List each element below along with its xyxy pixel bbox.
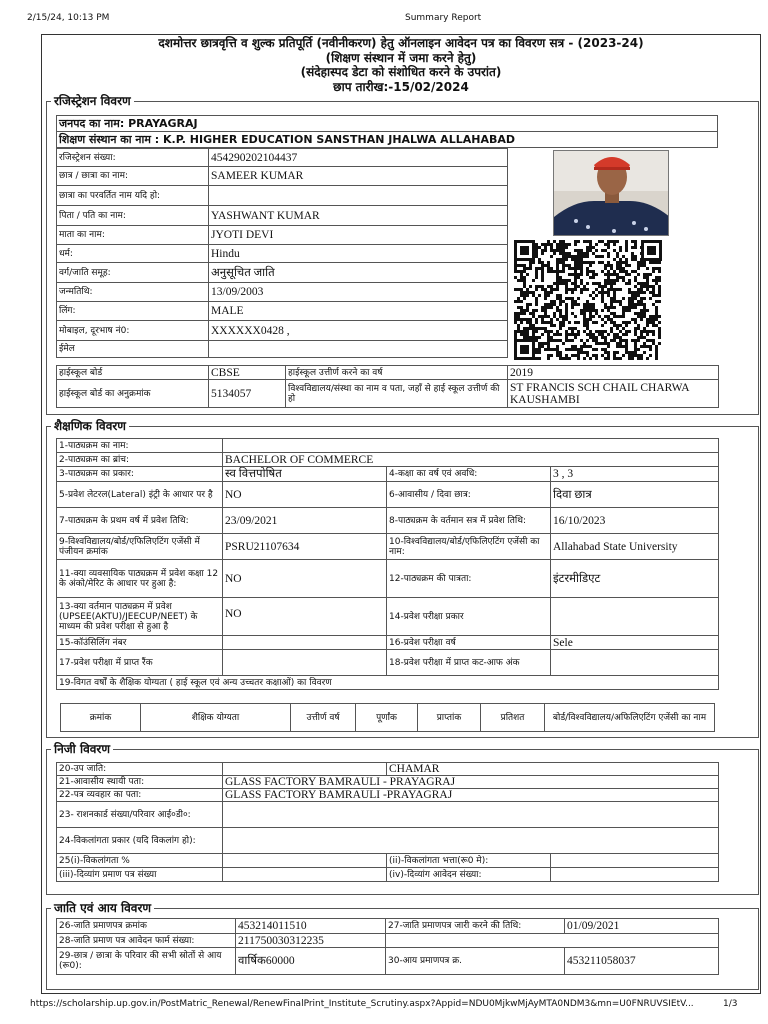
registration-row (57, 245, 508, 263)
eligibility-label: 12-पाठ्यक्रम की पात्रता: (387, 560, 551, 598)
registration-row (57, 167, 508, 186)
registration-field-value: 13/09/2003 (209, 283, 508, 302)
registration-field-value: अनुसूचित जाति (209, 263, 508, 283)
counselling-value (223, 636, 387, 650)
roll-label: हाईस्कूल बोर्ड का अनुक्रमांक (57, 380, 209, 408)
qualification-column-header: क्रमांक (61, 704, 141, 732)
residential-label: 6-आवासीय / दिवा छात्र: (387, 482, 551, 508)
caste-form-no-value: 211750030312235 (236, 934, 386, 948)
title-line-1: दशमोत्तर छात्रवृत्ति व शुल्क प्रतिपूर्ति (नवीनीकरण) हेतु ऑनलाइन आवेदन पत्र का विवरण सत्र - (2023-24) (158, 36, 644, 50)
registration-field-value: XXXXXX0428 , (209, 321, 508, 341)
registration-field-value: MALE (209, 302, 508, 321)
qualification-column-header: पूर्णांक (356, 704, 418, 732)
registration-row (57, 321, 508, 341)
correspondence-address-value: GLASS FACTORY BAMRAULI -PRAYAGRAJ (223, 789, 719, 802)
ration-card-value (223, 802, 719, 828)
caste-cert-no-label: 26-जाति प्रमाणपत्र क्रमांक (57, 919, 236, 934)
exam-year-label: 16-प्रवेश परीक्षा वर्ष (387, 636, 551, 650)
pass-year-label: हाईस्कूल उत्तीर्ण करने का वर्ष (286, 366, 508, 380)
registration-field-label: मोबाइल, दूरभाष नं0: (57, 321, 209, 341)
class-year-value: 3 , 3 (551, 467, 719, 482)
registration-header-table (56, 115, 718, 148)
title-line-3: (संदेहास्पद डेटा को संशोधित करने के उपरांत) (300, 65, 502, 79)
roll-value: 5134057 (209, 380, 286, 408)
registration-field-value: Hindu (209, 245, 508, 263)
first-admission-label: 7-पाठ्यक्रम के प्रथम वर्ष में प्रवेश तिथि: (57, 508, 223, 534)
qualification-column-header: प्रतिशत (481, 704, 545, 732)
course-branch-label: 2-पाठ्यक्रम का ब्रांच: (57, 453, 223, 467)
entrance-admission-value: NO (223, 598, 387, 636)
registration-field-label: लिंग: (57, 302, 209, 321)
qualification-column-header: उत्तीर्ण वर्ष (291, 704, 356, 732)
disability-percent-label: 25(i)-विकलांगता % (57, 854, 223, 868)
highschool-table (56, 365, 719, 408)
form-title (41, 36, 761, 94)
univ-name-label: 10-विश्वविद्यालय/बोर्ड/एफिलिएटिंग एजेंसी का नाम: (387, 534, 551, 560)
personal-table (56, 762, 719, 882)
registration-field-value: JYOTI DEVI (209, 226, 508, 245)
registration-row (57, 206, 508, 226)
registration-field-value (209, 341, 508, 358)
current-admission-value: 16/10/2023 (551, 508, 719, 534)
disability-type-value (223, 828, 719, 854)
registration-field-value: YASHWANT KUMAR (209, 206, 508, 226)
qualification-column-header: शैक्षिक योग्यता (141, 704, 291, 732)
caste-cert-date-value: 01/09/2021 (565, 919, 719, 934)
registration-row (57, 226, 508, 245)
caste-cert-date-label: 27-जाति प्रमाणपत्र जारी करने की तिथि: (386, 919, 565, 934)
exam-year-value: Sele (551, 636, 719, 650)
title-line-4: छाप तारीख:-15/02/2024 (333, 79, 469, 94)
exam-type-value (551, 598, 719, 636)
registration-row (57, 283, 508, 302)
title-line-2: (शिक्षण संस्थान में जमा करने हेतु) (325, 50, 477, 65)
caste-form-no-label: 28-जाति प्रमाण पत्र आवेदन फार्म संख्या: (57, 934, 236, 948)
qualification-column-header: बोर्ड/विश्वविद्यालय/अफिलिएटिंग एजेंसी का नाम (545, 704, 715, 732)
academic-table (56, 438, 719, 690)
course-type-value: स्व वित्तपोषित (223, 467, 387, 482)
caste-cert-no-value: 453214011510 (236, 919, 386, 934)
qualification-table (60, 703, 715, 732)
family-income-label: 29-छात्र / छात्रा के परिवार की सभी स्रोतों से आय (रू0): (57, 948, 236, 975)
registration-row (57, 186, 508, 206)
registration-field-value: SAMEER KUMAR (209, 167, 508, 186)
sub-caste-value: CHAMAR (387, 763, 719, 776)
academic-legend: शैक्षणिक विवरण (54, 419, 126, 433)
univ-reg-value: PSRU21107634 (223, 534, 387, 560)
disability-allowance-label: (ii)-विकलांगता भत्ता(रू0 मे): (387, 854, 551, 868)
school-label: विश्वविद्यालय/संस्था का नाम व पता, जहाँ से हाई स्कूल उत्तीर्ण की हो (286, 380, 508, 408)
print-tab-title: Summary Report (405, 13, 482, 23)
merit-admission-value: NO (223, 560, 387, 598)
registration-field-label: रजिस्ट्रेशन संख्या: (57, 149, 209, 167)
residential-value: दिवा छात्र (551, 482, 719, 508)
disability-application-label: (iv)-दिव्यांग आवेदन संख्या: (387, 868, 551, 882)
univ-reg-label: 9-विश्वविद्यालय/बोर्ड/एफिलिएटिंग एजेंसी में पंजीयन क्रमांक (57, 534, 223, 560)
registration-field-label: छात्र / छात्रा का नाम: (57, 167, 209, 186)
ration-card-label: 23- राशनकार्ड संख्या/परिवार आई०डी०: (57, 802, 223, 828)
univ-name-value: Allahabad State University (551, 534, 719, 560)
current-admission-label: 8-पाठ्यक्रम के वर्तमान सत्र में प्रवेश तिथि: (387, 508, 551, 534)
registration-field-label: ईमेल (57, 341, 209, 358)
print-datetime: 2/15/24, 10:13 PM (27, 13, 110, 23)
eligibility-value: इंटरमीडिएट (551, 560, 719, 598)
cutoff-label: 18-प्रवेश परीक्षा में प्राप्त कट-आफ अंक (387, 650, 551, 676)
merit-admission-label: 11-क्या व्यवसायिक पाठ्यक्रम में प्रवेश कक्षा 12 के अंको/मेरिट के आधार पर हुआ है: (57, 560, 223, 598)
registration-field-label: माता का नाम: (57, 226, 209, 245)
board-value: CBSE (209, 366, 286, 380)
course-name-value (223, 439, 719, 453)
page-number: 1/3 (723, 999, 738, 1009)
registration-row (57, 263, 508, 283)
registration-field-value (209, 186, 508, 206)
school-value: ST FRANCIS SCH CHAIL CHARWA KAUSHAMBI (508, 380, 719, 408)
class-year-label: 4-कक्षा का वर्ष एवं अवधि: (387, 467, 551, 482)
district-name: जनपद का नाम: PRAYAGRAJ (57, 116, 718, 132)
income-cert-label: 30-आय प्रमाणपत्र क्र. (386, 948, 565, 975)
page-url[interactable]: https://scholarship.up.gov.in/PostMatric_Renewal/RenewFinalPrint_Institute_Scrutiny.aspx?Appid=NDU0MjkwMjAyMTA0NDM3&mn=U0FNRUVSIEtV... (30, 999, 694, 1009)
cutoff-value (551, 650, 719, 676)
registration-field-label: पिता / पति का नाम: (57, 206, 209, 226)
institute-name: शिक्षण संस्थान का नाम : K.P. HIGHER EDUCATION SANSTHAN JHALWA ALLAHABAD (57, 132, 718, 148)
registration-table (56, 148, 508, 358)
first-admission-value: 23/09/2021 (223, 508, 387, 534)
registration-row (57, 341, 508, 358)
family-income-value: वार्षिक60000 (236, 948, 386, 975)
qualification-column-header: प्राप्तांक (418, 704, 481, 732)
lateral-entry-value: NO (223, 482, 387, 508)
permanent-address-value: GLASS FACTORY BAMRAULI - PRAYAGRAJ (223, 776, 719, 789)
disability-cert-label: (iii)-दिव्यांग प्रमाण पत्र संख्या (57, 868, 223, 882)
registration-field-value: 454290202104437 (209, 149, 508, 167)
qr-code (514, 240, 662, 360)
registration-field-label: वर्ग/जाति समूह: (57, 263, 209, 283)
sub-caste-label: 20-उप जाति: (57, 763, 223, 776)
exam-rank-label: 17-प्रवेश परीक्षा में प्राप्त रैंक (57, 650, 223, 676)
board-label: हाईस्कूल बोर्ड (57, 366, 209, 380)
course-name-label: 1-पाठ्यक्रम का नाम: (57, 439, 223, 453)
pass-year-value: 2019 (508, 366, 719, 380)
qualification-heading: 19-विगत वर्षों के शैक्षिक योग्यता ( हाई स्कूल एवं अन्य उच्चतर कक्षाओं) का विवरण (57, 676, 719, 690)
personal-legend: निजी विवरण (54, 742, 110, 756)
registration-field-label: धर्म: (57, 245, 209, 263)
course-branch-value: BACHELOR OF COMMERCE (223, 453, 719, 467)
registration-field-label: जन्मतिथि: (57, 283, 209, 302)
caste-income-table (56, 918, 719, 975)
student-photo (553, 150, 669, 236)
entrance-admission-label: 13-क्या वर्तमान पाठ्यक्रम में प्रवेश (UPSEE(AKTU)/JEECUP/NEET) के माध्यम की प्रवेश परीक्षा से हुआ है (57, 598, 223, 636)
caste-income-legend: जाति एवं आय विवरण (54, 901, 152, 915)
permanent-address-label: 21-आवासीय स्थायी पता: (57, 776, 223, 789)
registration-row (57, 149, 508, 167)
correspondence-address-label: 22-पत्र व्यवहार का पता: (57, 789, 223, 802)
disability-type-label: 24-विकलांगता प्रकार (यदि विकलांग हो): (57, 828, 223, 854)
counselling-label: 15-कॉउंसिलिंग नंबर (57, 636, 223, 650)
exam-rank-value (223, 650, 387, 676)
income-cert-value: 453211058037 (565, 948, 719, 975)
registration-legend: रजिस्ट्रेशन विवरण (54, 94, 131, 108)
exam-type-label: 14-प्रवेश परीक्षा प्रकार (387, 598, 551, 636)
course-type-label: 3-पाठ्यक्रम का प्रकार: (57, 467, 223, 482)
lateral-entry-label: 5-प्रवेश लेटरल(Lateral) इंट्री के आधार पर है (57, 482, 223, 508)
registration-field-label: छात्रा का परवर्तित नाम यदि हो: (57, 186, 209, 206)
registration-row (57, 302, 508, 321)
